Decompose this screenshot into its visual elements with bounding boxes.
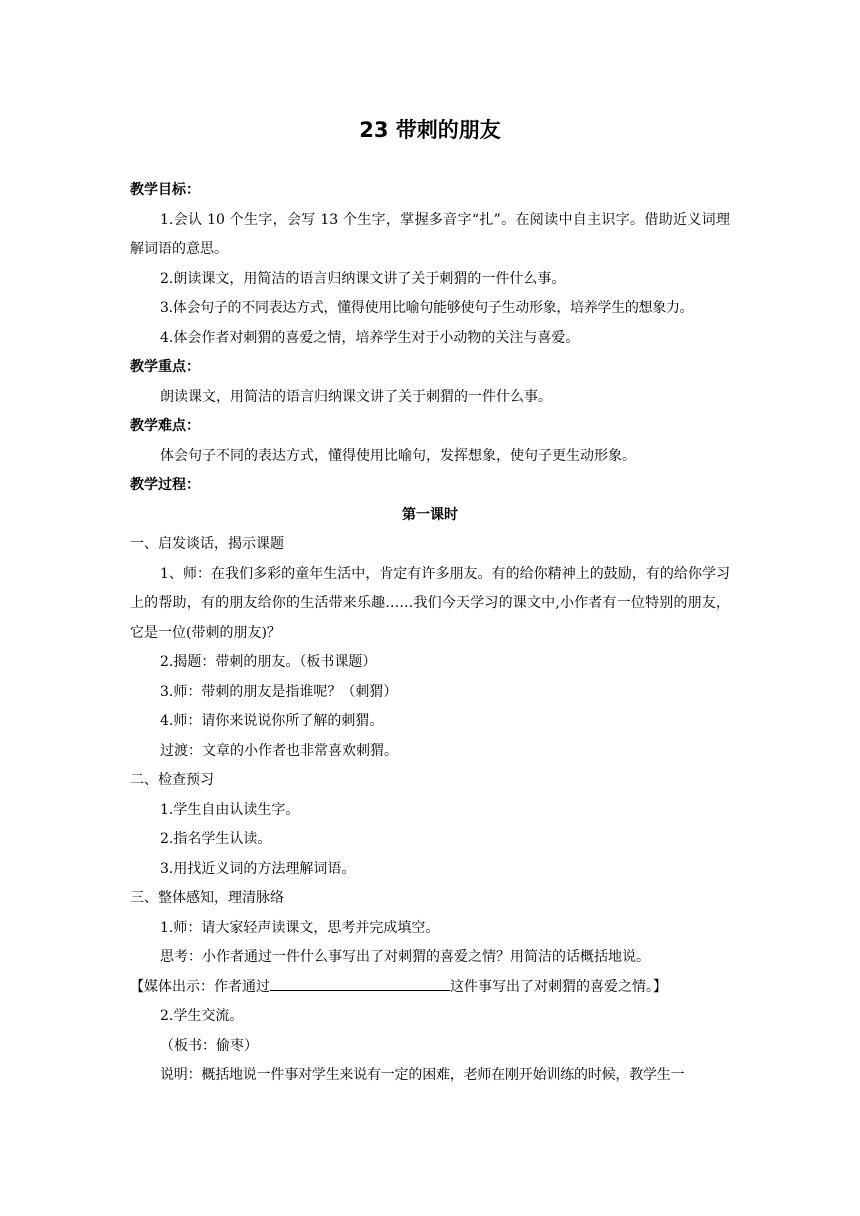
process-heading: 教学过程： <box>130 477 200 493</box>
objective-item: 2.朗读课文，用简洁的语言归纳课文讲了关于刺猬的一件什么事。 <box>160 270 566 287</box>
objective-item: 4.体会作者对刺猬的喜爱之情，培养学生对于小动物的关注与喜爱。 <box>160 329 580 346</box>
media-prompt <box>130 973 730 1003</box>
section3-think: 思考：小作者通过一件什么事写出了对刺猬的喜爱之情？用简洁的话概括地说。 <box>160 949 650 965</box>
key-points-text: 朗读课文，用简洁的语言归纳课文讲了关于刺猬的一件什么事。 <box>160 388 552 405</box>
fill-in-blank <box>270 976 450 991</box>
section1-heading: 一、启发谈话，揭示课题 <box>130 536 284 552</box>
difficulties-heading: 教学难点： <box>130 418 200 434</box>
section2-heading: 二、检查预习 <box>130 772 214 788</box>
media-suffix: 这件事写出了对刺猬的喜爱之情。】 <box>450 978 667 995</box>
section1-transition: 过渡：文章的小作者也非常喜欢刺猬。 <box>160 742 398 759</box>
board-note: （板书：偷枣） <box>160 1037 258 1054</box>
section1-item: 1、师：在我们多彩的童年生活中，肯定有许多朋友。有的给你精神上的鼓励，有的给你学习上的帮助，有的朋友给你的生活带来乐趣……我们今天学习的课文中,小作者有一位特别的朋友，它是一位(带刺的朋友)？ <box>130 565 730 641</box>
objective-item: 1.会认 10 个生字，会写 13 个生字，掌握多音字“扎”。在阅读中自主识字。借助近义词理解词语的意思。 <box>130 211 730 257</box>
section2-item: 1.学生自由认读生字。 <box>160 801 300 818</box>
section3-heading: 三、整体感知，理清脉络 <box>130 890 284 906</box>
objective-item: 3.体会句子的不同表达方式，懂得使用比喻句能够使句子生动形象，培养学生的想象力。 <box>160 300 694 316</box>
explanation-text: 说明：概括地说一件事对学生来说有一定的困难，老师在刚开始训练的时候，教学生一 <box>160 1067 685 1083</box>
objectives-heading: 教学目标： <box>130 182 200 198</box>
media-prefix: 【媒体出示：作者通过 <box>130 978 270 995</box>
section3-item: 1.师：请大家轻声读课文，思考并完成填空。 <box>160 919 440 936</box>
document-body <box>130 176 730 1091</box>
section1-item: 3.师：带刺的朋友是指谁呢？（刺猬） <box>160 683 398 700</box>
section1-item: 4.师：请你来说说你所了解的刺猬。 <box>160 713 384 729</box>
section3-item: 2.学生交流。 <box>160 1008 244 1024</box>
lesson-label: 第一课时 <box>402 506 458 523</box>
section2-item: 2.指名学生认读。 <box>160 831 272 847</box>
section1-item: 2.揭题：带刺的朋友。（板书课题） <box>160 654 377 670</box>
section2-item: 3.用找近义词的方法理解词语。 <box>160 860 356 877</box>
document-title: 23 带刺的朋友 <box>359 118 501 142</box>
key-points-heading: 教学重点： <box>130 359 200 375</box>
difficulties-text: 体会句子不同的表达方式，懂得使用比喻句，发挥想象，使句子更生动形象。 <box>160 447 636 464</box>
